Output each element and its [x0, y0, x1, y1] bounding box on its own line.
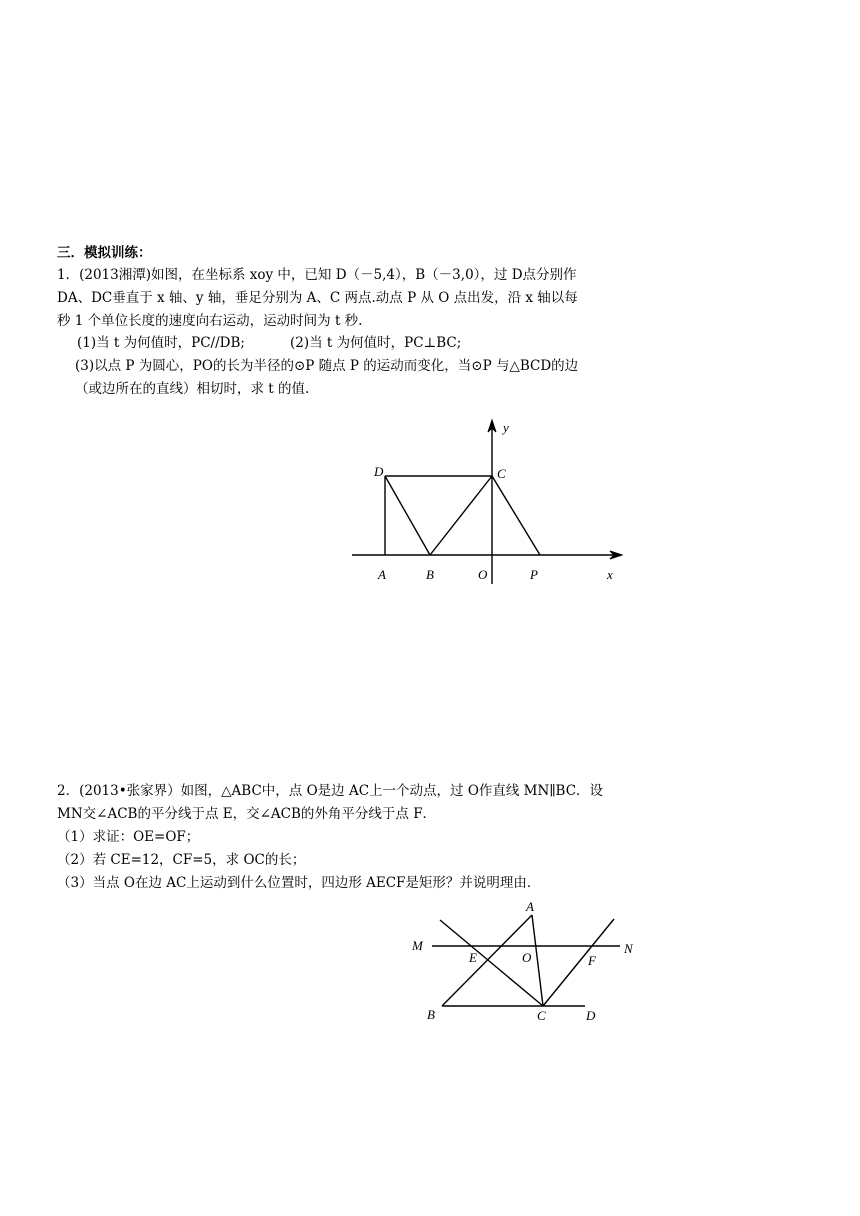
fig2-label-E: E: [469, 950, 477, 965]
problem1-line1: 1．(2013湘潭)如图，在坐标系 xoy 中，已知 D（－5,4），B（－3,0），过 D点分别作: [57, 267, 577, 283]
problem1-question1: (1)当 t 为何值时，PC//DB;: [77, 335, 245, 351]
section-heading: 三．模拟训练：: [57, 245, 152, 261]
problem1-question3-b: （或边所在的直线）相切时，求 t 的值.: [75, 381, 310, 397]
fig1-label-y: y: [503, 420, 509, 435]
fig2-label-B: B: [427, 1007, 435, 1022]
problem2-question1: （1）求证：OE=OF；: [57, 829, 200, 845]
problem1-question3-a: (3)以点 P 为圆心，PO的长为半径的⊙P 随点 P 的运动而变化，当⊙P 与△BCD的边: [75, 358, 579, 374]
fig1-label-B: B: [426, 567, 434, 582]
fig2-label-A: A: [526, 899, 534, 914]
problem2-line2: MN交∠ACB的平分线于点 E，交∠ACB的外角平分线于点 F．: [57, 806, 437, 822]
fig1-label-P: P: [530, 567, 538, 582]
fig1-label-A: A: [378, 567, 386, 582]
fig2-label-N: N: [624, 941, 633, 956]
fig2-label-C: C: [537, 1008, 546, 1023]
fig1-label-D: D: [374, 464, 384, 479]
fig2-label-M: M: [412, 938, 423, 953]
fig2-label-O: O: [522, 950, 532, 965]
fig1-label-O: O: [478, 567, 488, 582]
fig2-label-D: D: [586, 1008, 596, 1023]
problem1-question2: (2)当 t 为何值时，PC⊥BC;: [290, 335, 462, 351]
problem2-question2: （2）若 CE=12，CF=5，求 OC的长；: [57, 852, 306, 868]
problem2-question3: （3）当点 O在边 AC上运动到什么位置时，四边形 AECF是矩形？并说明理由．: [57, 875, 541, 891]
problem2-line1: 2．(2013•张家界）如图，△ABC中，点 O是边 AC上一个动点，过 O作直线 MN∥BC．设: [57, 783, 604, 799]
fig2-label-F: F: [588, 953, 596, 968]
fig1-label-x: x: [607, 567, 613, 582]
problem1-line2: DA、DC垂直于 x 轴、y 轴，垂足分别为 A、C 两点.动点 P 从 O 点出发，沿 x 轴以每: [57, 290, 578, 306]
problem1-line3: 秒 1 个单位长度的速度向右运动，运动时间为 t 秒.: [57, 313, 363, 329]
fig1-label-C: C: [497, 466, 506, 481]
